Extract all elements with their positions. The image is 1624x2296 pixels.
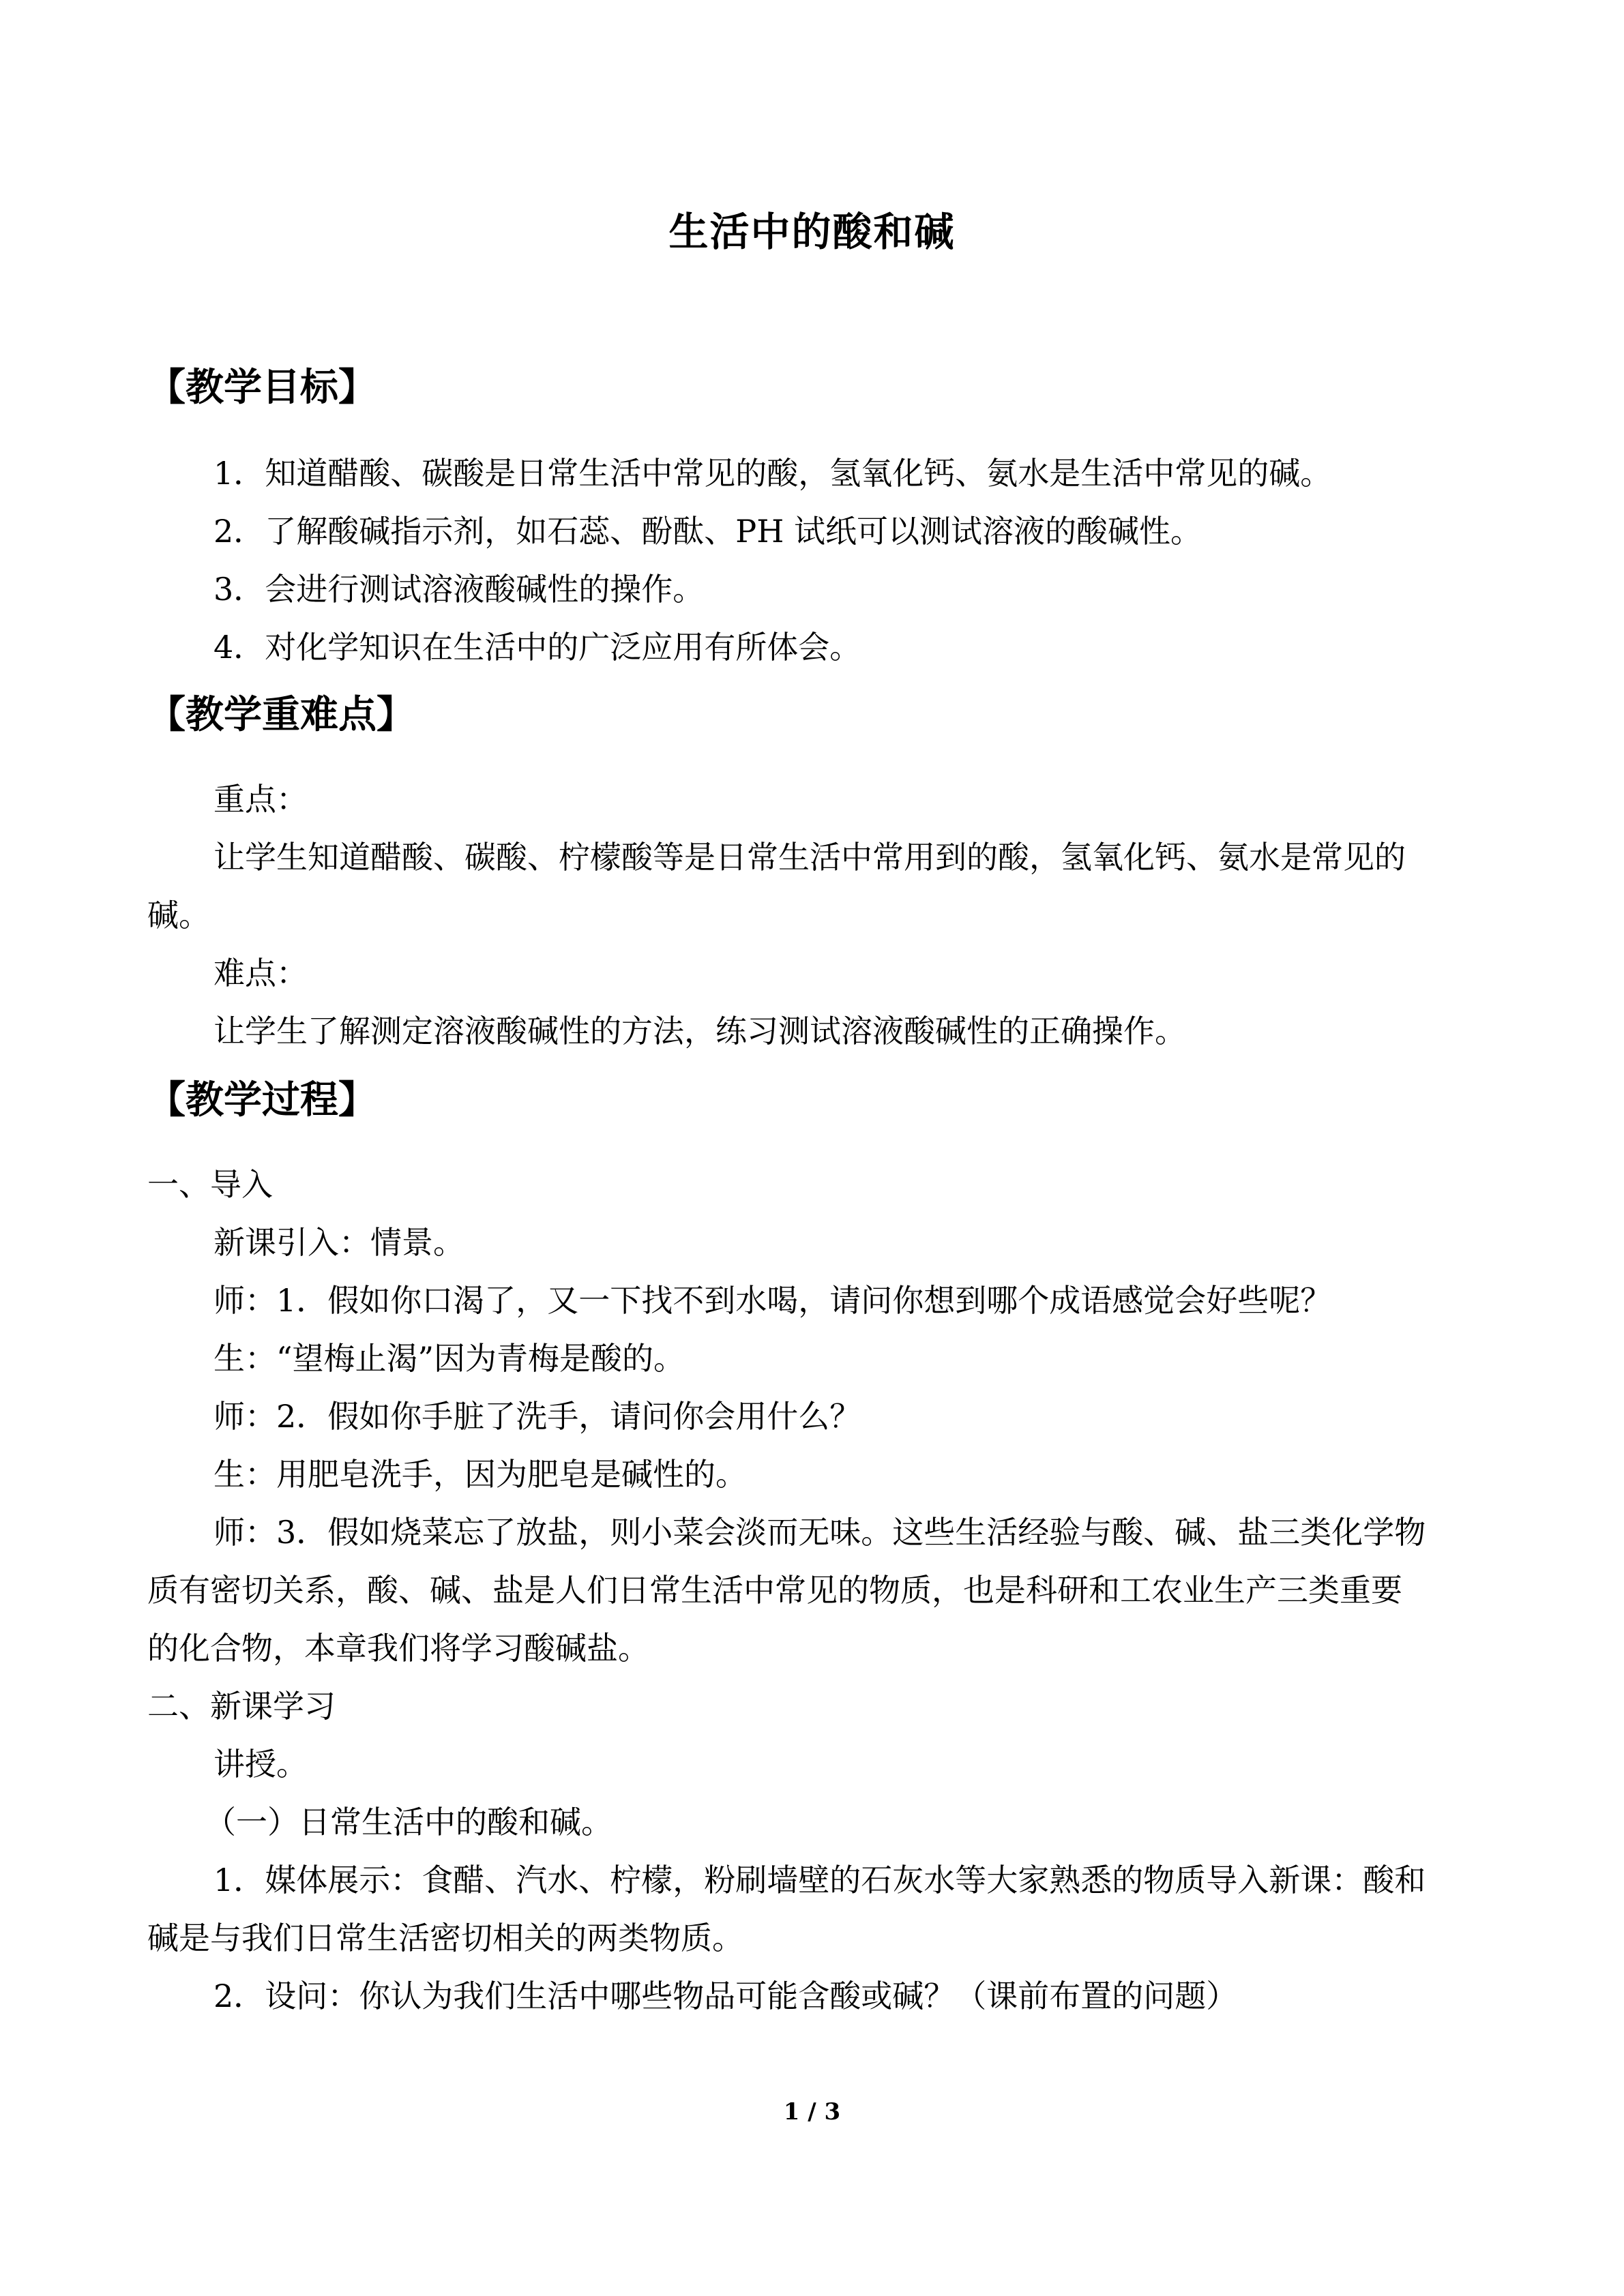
part1-line-6: 师：3．假如烧菜忘了放盐，则小菜会淡而无味。这些生活经验与酸、碱、盐三类化学物 — [213, 1514, 1426, 1551]
focus-text-line-2: 碱。 — [147, 897, 210, 934]
part1-line-2: 师：1．假如你口渴了，又一下找不到水喝，请问你想到哪个成语感觉会好些呢？ — [213, 1282, 1332, 1319]
part1-line-8: 的化合物，本章我们将学习酸碱盐。 — [147, 1630, 649, 1667]
part2-line-2: （一）日常生活中的酸和碱。 — [205, 1804, 612, 1840]
part1-line-5: 生：用肥皂洗手，因为肥皂是碱性的。 — [213, 1456, 747, 1493]
page-title: 生活中的酸和碱 — [668, 209, 956, 255]
part1-line-3: 生：“望梅止渴”因为青梅是酸的。 — [213, 1340, 685, 1377]
page-number: 1 / 3 — [783, 2098, 841, 2126]
part1-line-7: 质有密切关系，酸、碱、盐是人们日常生活中常见的物质，也是科研和工农业生产三类重要 — [147, 1572, 1402, 1609]
part1-title: 一、导入 — [147, 1166, 273, 1203]
focus-label: 重点： — [213, 781, 308, 818]
focus-text-line-1: 让学生知道醋酸、碳酸、柠檬酸等是日常生活中常用到的酸，氢氧化钙、氨水是常见的 — [213, 839, 1406, 876]
part2-line-4: 碱是与我们日常生活密切相关的两类物质。 — [147, 1920, 743, 1956]
part2-line-5: 2．设问：你认为我们生活中哪些物品可能含酸或碱？（课前布置的问题） — [213, 1978, 1238, 2014]
process-heading: 【教学过程】 — [147, 1077, 377, 1122]
key-points-heading: 【教学重难点】 — [147, 692, 415, 737]
part1-line-1: 新课引入：情景。 — [213, 1224, 464, 1261]
part2-line-1: 讲授。 — [213, 1746, 308, 1783]
objective-item-2: 2．了解酸碱指示剂，如石蕊、酚酞、PH 试纸可以测试溶液的酸碱性。 — [213, 513, 1202, 550]
objective-item-4: 4．对化学知识在生活中的广泛应用有所体会。 — [213, 629, 861, 666]
difficulty-text: 让学生了解测定溶液酸碱性的方法，练习测试溶液酸碱性的正确操作。 — [213, 1013, 1186, 1049]
part1-line-4: 师：2．假如你手脏了洗手，请问你会用什么？ — [213, 1398, 861, 1435]
difficulty-label: 难点： — [213, 955, 308, 992]
part2-line-3: 1．媒体展示：食醋、汽水、柠檬，粉刷墙壁的石灰水等大家熟悉的物质导入新课：酸和 — [213, 1862, 1426, 1898]
objective-item-3: 3．会进行测试溶液酸碱性的操作。 — [213, 571, 705, 608]
part2-title: 二、新课学习 — [147, 1688, 336, 1725]
objectives-heading: 【教学目标】 — [147, 365, 377, 410]
objective-item-1: 1．知道醋酸、碳酸是日常生活中常见的酸，氢氧化钙、氨水是生活中常见的碱。 — [213, 455, 1332, 492]
